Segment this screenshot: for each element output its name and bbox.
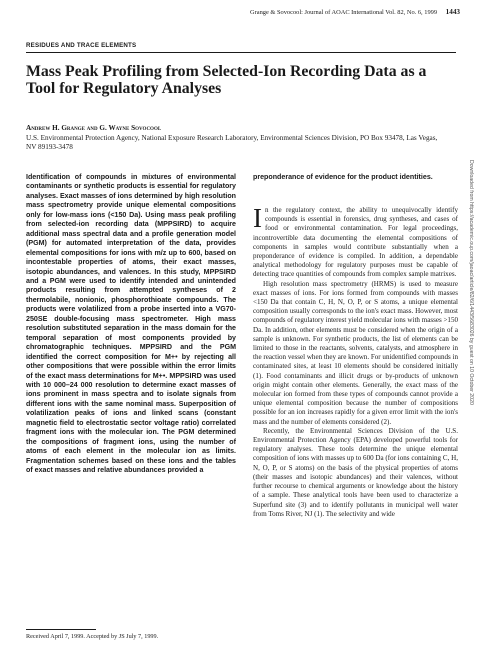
body-paragraph-3: Recently, the Environmental Sciences Division of the U.S. Environmental Protection Agency (EPA) developed powerful tools for regulatory analyses. These tools determine the unique elemental composition of ions with masses up to 600 Da (for ions containing C, H, N, O, P, or S atoms) on the basis of the physical properties of atoms (their masses and isotopic abundances) and their valences, without further recourse to chemical arguments or knowledge about the history of a sample. These analytical tools have been used to characterize a Superfund site (3) and to identify pollutants in municipal well water from Toms River, NJ (1). The selectivity and wide <box>253 426 458 518</box>
abstract: Identification of compounds in mixtures of environmental contaminants or synthetic products is essential for regulatory analyses. Exact masses of ions determined by high resolution mass spectrometry provide unique elemental compositions only for low-mass ions (<150 Da). Using mass peak profiling from selected-ion recording data (MPPSIRD) to acquire additional mass spectral data and a profile generation model (PGM) for automated interpretation of the data, provides elemental compositions for ions with m/z up to 600, based on incontestable properties of atoms, their exact masses, isotopic abundances, and valences. In this study, MPPSIRD and a PGM were used to identify intended and unintended products resulting from attempted syntheses of 2 thermolabile, nonionic, phosphorothioate compounds. The products were volatilized from a probe inserted into a VG70-250SE double-focusing mass spectrometer. High mass resolution substituted separation in the mass domain for the temporal separation of most components provided by chromatographic techniques. MPPSIRD and the PGM identified the correct composition for M+• by rejecting all other compositions that were possible within the error limits of the exact mass determinations for M+•. MPPSIRD was used with 10 000–24 000 resolution to determine exact masses of ions prominent in mass spectra and to isolate signals from different ions with the same nominal mass. Superposition of volatilization peaks of ions and linked scans (constant magnetic field to electrostatic sector voltage ratio) correlated fragment ions with the molecular ion. The PGM determined the compositions of fragment ions, using the number of atoms of each element in the molecular ion as limits. Fragmentation schemes based on these ions and the tables of exact masses and relative abundances provided a <box>26 173 236 475</box>
body-paragraph-1-text: n the regulatory context, the ability to unequivocally identify compounds is essential in forensics, drug syntheses, and cases of food or environmental contamination. For legal proceedings, incontrovertible data documenting the elemental compositions of components in samples would contribute substantially when a preponderance of evidence is compiled. In addition, a dependable analytical methodology for regulatory purposes must be capable of detecting trace quantities of compounds from complex sample matrixes. <box>253 206 458 279</box>
affiliation: U.S. Environmental Protection Agency, National Exposure Research Laboratory, Environmental Sciences Division, PO Box 93478, Las Vegas, NV 89193-3478 <box>26 134 438 152</box>
abstract-continued: preponderance of evidence for the product identities. <box>253 173 433 181</box>
header-rule <box>26 52 456 53</box>
drop-cap: I <box>253 203 262 233</box>
footnote: Received April 7, 1999. Accepted by JS July 7, 1999. <box>26 633 159 640</box>
running-head <box>250 9 460 16</box>
running-head-text: Grange & Sovocool: Journal of AOAC International Vol. 82, No. 6, 1999 <box>250 9 438 16</box>
body-text <box>253 203 458 519</box>
article-title: Mass Peak Profiling from Selected-Ion Recording Data as a Tool for Regulatory Analyses <box>26 63 427 97</box>
section-heading: RESIDUES AND TRACE ELEMENTS <box>26 42 137 49</box>
footnote-rule <box>26 629 96 630</box>
body-paragraph-1 <box>253 203 458 280</box>
authors: Andrew H. Grange and G. Wayne Sovocool <box>26 124 162 132</box>
download-watermark-text: Downloaded from https://academic.oup.com/jaoac/article/82/6/1443/5683026 by guest on 10 October 2020 <box>468 160 474 405</box>
page-number: 1443 <box>445 8 460 16</box>
download-watermark <box>466 160 476 640</box>
body-paragraph-2: High resolution mass spectrometry (HRMS) is used to measure exact masses of ions. For ions formed from compounds with masses <150 Da that contain C, H, N, O, P, or S atoms, a unique elemental composition usually corresponds to the ion's exact mass. However, most compounds of regulatory interest yield molecular ions with masses >150 Da. In addition, other elements must be considered when the origin of a sample is unknown. For synthetic products, the list of elements can be limited to those in the reactants, solvents, catalysts, and atmosphere in the reaction vessel when they are known. For unidentified compounds in contaminated sites, at least 10 elements should be considered initially (1). Food contaminants and illicit drugs or by-products of unknown origin might contain other elements. Generally, the exact mass of the molecular ion formed from these types of compounds cannot provide a unique elemental composition because the number of compositions possible for an ion increases rapidly for a given error limit with the ion's mass and the number of elements considered (2). <box>253 279 458 426</box>
